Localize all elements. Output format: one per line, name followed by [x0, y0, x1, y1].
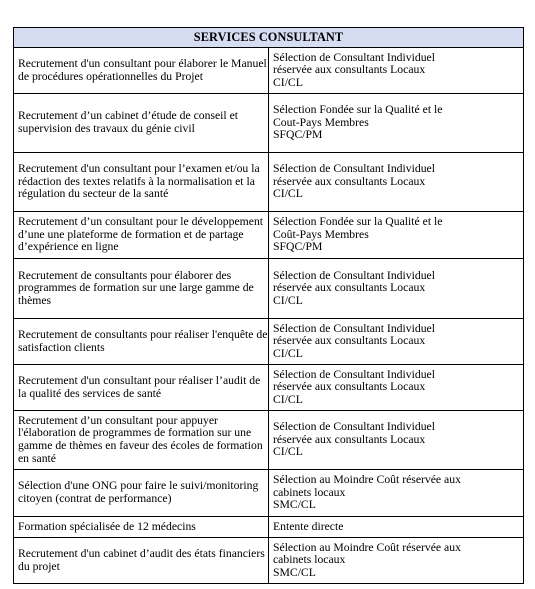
method-code: SFQC/PM [273, 128, 323, 142]
row-description [14, 470, 269, 517]
method-code: CI/CL [273, 293, 303, 307]
description-line: thèmes [18, 293, 52, 307]
method-line: Cout-Pays Membres [273, 115, 369, 129]
description-line: Recrutement de consultants pour élaborer des [18, 268, 232, 282]
row-method [269, 411, 524, 470]
description-line: Recrutement de consultants pour réaliser l'enquête de [18, 327, 268, 341]
row-method [269, 470, 524, 517]
method-code: CI/CL [273, 187, 303, 201]
description-line: en santé [18, 451, 56, 465]
table-row [14, 538, 524, 584]
method-line: Coût-Pays Membres [273, 227, 369, 241]
table-row [14, 212, 524, 259]
method-line: Sélection de Consultant Individuel [273, 268, 435, 282]
method-line: réservée aux consultants Locaux [273, 334, 426, 348]
method-line: Sélection au Moindre Coût réservée aux [273, 473, 461, 487]
description-line: citoyen (contrat de performance) [18, 492, 172, 505]
table-row [14, 319, 524, 365]
table-row [14, 94, 524, 153]
description-line: Recrutement d'un cabinet d’audit des états financiers [18, 546, 265, 560]
method-line: Sélection Fondée sur la Qualité et le [273, 103, 443, 117]
row-method [269, 517, 524, 538]
description-line: Recrutement d'un consultant pour élaborer le Manuel [18, 56, 267, 70]
description-line: supervision des travaux du génie civil [18, 122, 195, 135]
row-method [269, 259, 524, 319]
description-line: d’expérience en ligne [18, 240, 119, 254]
procurement-document [13, 27, 524, 584]
description-line: régulation du secteur de la santé [18, 187, 169, 201]
method-code: CI/CL [273, 346, 303, 360]
description-line: rédaction des textes relatifs à la normalisation et la [18, 174, 255, 188]
row-description [14, 153, 269, 212]
method-code: CI/CL [273, 392, 303, 406]
method-line: cabinets locaux [273, 553, 346, 567]
row-method [269, 319, 524, 365]
description-line: l'élaboration de programmes de formation sur une [18, 426, 252, 440]
description-line: Recrutement d'un consultant pour réaliser l’audit de [18, 373, 261, 387]
row-description [14, 538, 269, 584]
method-line: réservée aux consultants Locaux [273, 174, 426, 188]
description-line: la qualité des services de santé [18, 386, 162, 400]
method-code: SMC/CL [273, 565, 316, 579]
method-line: Entente directe [273, 519, 344, 533]
description-line: Recrutement d’un consultant pour le développement [18, 215, 264, 229]
method-line: Sélection de Consultant Individuel [273, 50, 435, 64]
description-line: Recrutement d’un cabinet d’étude de conseil et [18, 109, 239, 123]
table-header-row [14, 28, 524, 48]
description-line: satisfaction clients [18, 340, 105, 354]
row-description [14, 259, 269, 319]
method-line: réservée aux consultants Locaux [273, 380, 426, 394]
table-row [14, 153, 524, 212]
description-line: Recrutement d'un consultant pour l’examen et/ou la [18, 162, 260, 176]
row-description [14, 365, 269, 411]
table-row [14, 365, 524, 411]
method-line: réservée aux consultants Locaux [273, 63, 426, 77]
table-row [14, 517, 524, 538]
row-method [269, 365, 524, 411]
method-line: Sélection au Moindre Coût réservée aux [273, 540, 461, 554]
method-line: Sélection de Consultant Individuel [273, 162, 435, 176]
method-line: réservée aux consultants Locaux [273, 281, 426, 295]
description-line: Recrutement d’un consultant pour appuyer [18, 413, 218, 427]
row-description [14, 319, 269, 365]
method-code: SMC/CL [273, 498, 316, 512]
table-row [14, 470, 524, 517]
method-line: Sélection de Consultant Individuel [273, 420, 435, 434]
row-description [14, 517, 269, 538]
table-header: SERVICES CONSULTANT [14, 28, 524, 48]
method-line: Sélection Fondée sur la Qualité et le [273, 215, 443, 229]
row-method [269, 212, 524, 259]
row-method [269, 48, 524, 94]
method-line: Sélection de Consultant Individuel [273, 367, 435, 381]
method-code: CI/CL [273, 445, 303, 459]
table-row [14, 48, 524, 94]
description-line: Sélection d'une ONG pour faire le suivi/monitoring [18, 479, 259, 493]
description-line: gamme de thèmes en faveur des écoles de formation [18, 439, 263, 452]
description-line: de procédures opérationnelles du Projet [18, 69, 203, 83]
row-description [14, 48, 269, 94]
method-code: CI/CL [273, 75, 303, 89]
row-method [269, 153, 524, 212]
method-line: Sélection de Consultant Individuel [273, 321, 435, 335]
row-method [269, 538, 524, 584]
method-line: réservée aux consultants Locaux [273, 432, 426, 446]
row-description [14, 411, 269, 470]
table-row [14, 259, 524, 319]
table-row [14, 411, 524, 470]
description-line: du projet [18, 559, 60, 573]
row-description [14, 212, 269, 259]
method-code: SFQC/PM [273, 240, 323, 254]
description-line: Formation spécialisée de 12 médecins [18, 519, 196, 533]
method-line: cabinets locaux [273, 485, 346, 499]
description-line: d’une une plateforme de formation et de partage [18, 227, 244, 241]
row-description [14, 94, 269, 153]
services-consultant-table [13, 27, 524, 584]
description-line: programmes de formation sur une large gamme de [18, 281, 254, 295]
row-method [269, 94, 524, 153]
